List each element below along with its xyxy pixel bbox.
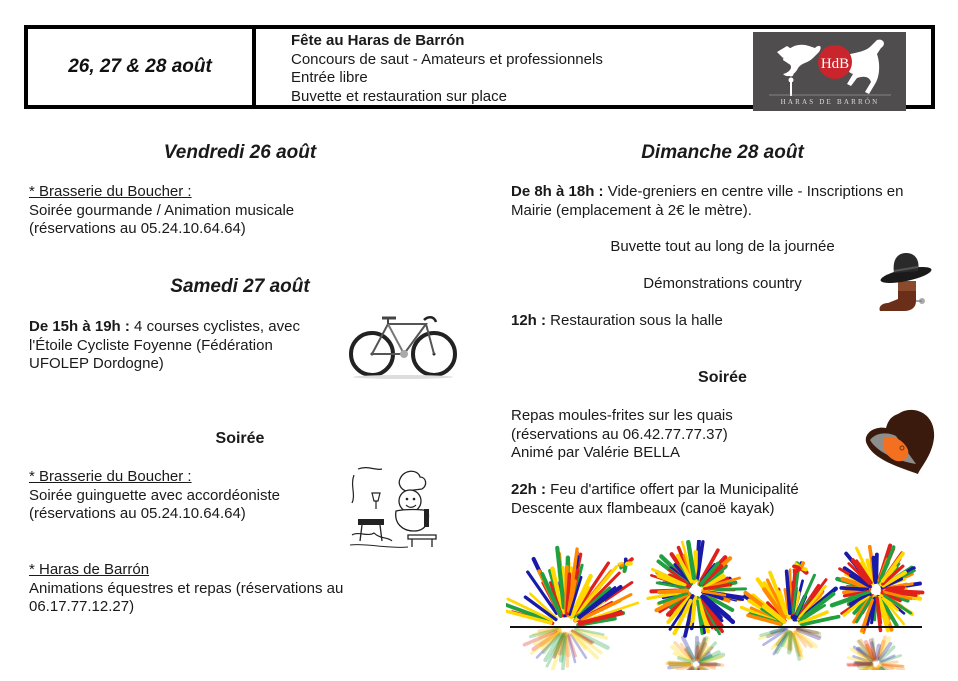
sunday-lunch [511, 312, 841, 331]
time-label: De 8h à 18h : [511, 183, 604, 200]
firework-spark [659, 591, 687, 593]
firework-spark [802, 563, 804, 567]
sunday-title: Dimanche 28 août [641, 142, 804, 163]
evening-line: Soirée guinguette avec accordéoniste [29, 486, 281, 504]
event-info-line: Concours de saut - Amateurs et professionnels [291, 50, 603, 68]
sunday-text: Vide-greniers en centre ville - Inscriptions en [603, 183, 904, 200]
evening-line: (réservations au 05.24.10.64.64) [29, 505, 246, 522]
saturday-evening-title: Soirée [215, 430, 265, 447]
sunday-fireworks [511, 481, 871, 518]
saturday-evening-item [29, 561, 389, 617]
cowboy-boot-icon [876, 245, 936, 315]
sunday-text: Feu d'artifice offert par la Municipalité [546, 481, 799, 498]
firework-spark [693, 598, 696, 621]
saturday-line: l'Étoile Cycliste Foyenne (Fédération [29, 336, 273, 354]
sunday-evening-dinner [511, 407, 841, 463]
saturday-line: UFOLEP Dordogne) [29, 355, 164, 372]
firework-spark [790, 633, 791, 650]
chef-icon [348, 465, 440, 551]
firework-spark [802, 568, 805, 569]
firework-spark [841, 588, 867, 590]
mussel-illustration [862, 406, 940, 478]
time-label: De 15h à 19h : [29, 318, 130, 335]
fireworks-icon [506, 540, 926, 670]
evening-line: Animations équestres et repas (réservations au [29, 579, 344, 597]
friday-block [29, 183, 359, 239]
mussel-icon [862, 406, 940, 478]
sunday-morning [511, 183, 941, 220]
evening-line: Animé par Valérie BELLA [511, 444, 680, 461]
evening-line: (réservations au 06.42.77.77.37) [511, 425, 728, 443]
firework-spark [672, 665, 690, 667]
haras-logo [753, 32, 906, 111]
chef-picnic-illustration [348, 465, 440, 551]
firework-spark [708, 589, 745, 590]
saturday-evening-item [29, 468, 349, 524]
venue-label: * Brasserie du Boucher : [29, 183, 192, 200]
fireworks-illustration [506, 540, 926, 670]
horse-logo-icon [753, 32, 906, 111]
saturday-block [29, 318, 339, 374]
friday-line: Soirée gourmande / Animation musicale [29, 201, 295, 219]
evening-line: 06.17.77.12.27) [29, 598, 135, 615]
event-info [291, 32, 603, 106]
friday-title: Vendredi 26 août [163, 142, 317, 163]
header-box [24, 25, 935, 109]
time-label: 12h : [511, 312, 547, 329]
event-title: Fête au Haras de Barrón [291, 32, 465, 49]
time-label: 22h : [511, 481, 547, 498]
logo-name: HARAS DE BARRÓN [780, 98, 880, 106]
country-note: Démonstrations country [643, 275, 802, 292]
sunday-text: Restauration sous la halle [546, 312, 723, 329]
firework-spark [881, 662, 897, 664]
saturday-text: 4 courses cyclistes, avec [129, 318, 300, 335]
cowboy-hat-boot-illustration [876, 245, 936, 315]
event-info-line: Buvette et restauration sur place [291, 87, 507, 105]
firework-spark [874, 558, 876, 582]
firework-spark [883, 665, 903, 667]
buvette-note: Buvette tout au long de la journée [610, 238, 835, 255]
friday-line: (réservations au 05.24.10.64.64) [29, 220, 246, 237]
sunday-evening-title: Soirée [698, 369, 747, 386]
venue-label: * Haras de Barrón [29, 561, 150, 578]
sunday-text: Descente aux flambeaux (canoë kayak) [511, 499, 775, 517]
firework-spark [795, 569, 800, 572]
firework-spark [703, 664, 723, 665]
bicycle-icon [348, 312, 458, 380]
firework-spark [877, 646, 879, 660]
logo-monogram: HdB [820, 56, 850, 72]
firework-spark [567, 634, 569, 655]
saturday-title: Samedi 27 août [170, 276, 310, 297]
sunday-text: Mairie (emplacement à 2€ le mètre). [511, 201, 752, 219]
event-info-line: Entrée libre [291, 69, 368, 86]
venue-label: * Brasserie du Boucher : [29, 468, 192, 485]
evening-line: Repas moules-frites sur les quais [511, 407, 733, 424]
event-dates: 26, 27 & 28 août [28, 29, 256, 105]
bicycle-illustration [348, 312, 458, 380]
firework-spark [888, 591, 923, 593]
firework-spark [625, 566, 626, 571]
